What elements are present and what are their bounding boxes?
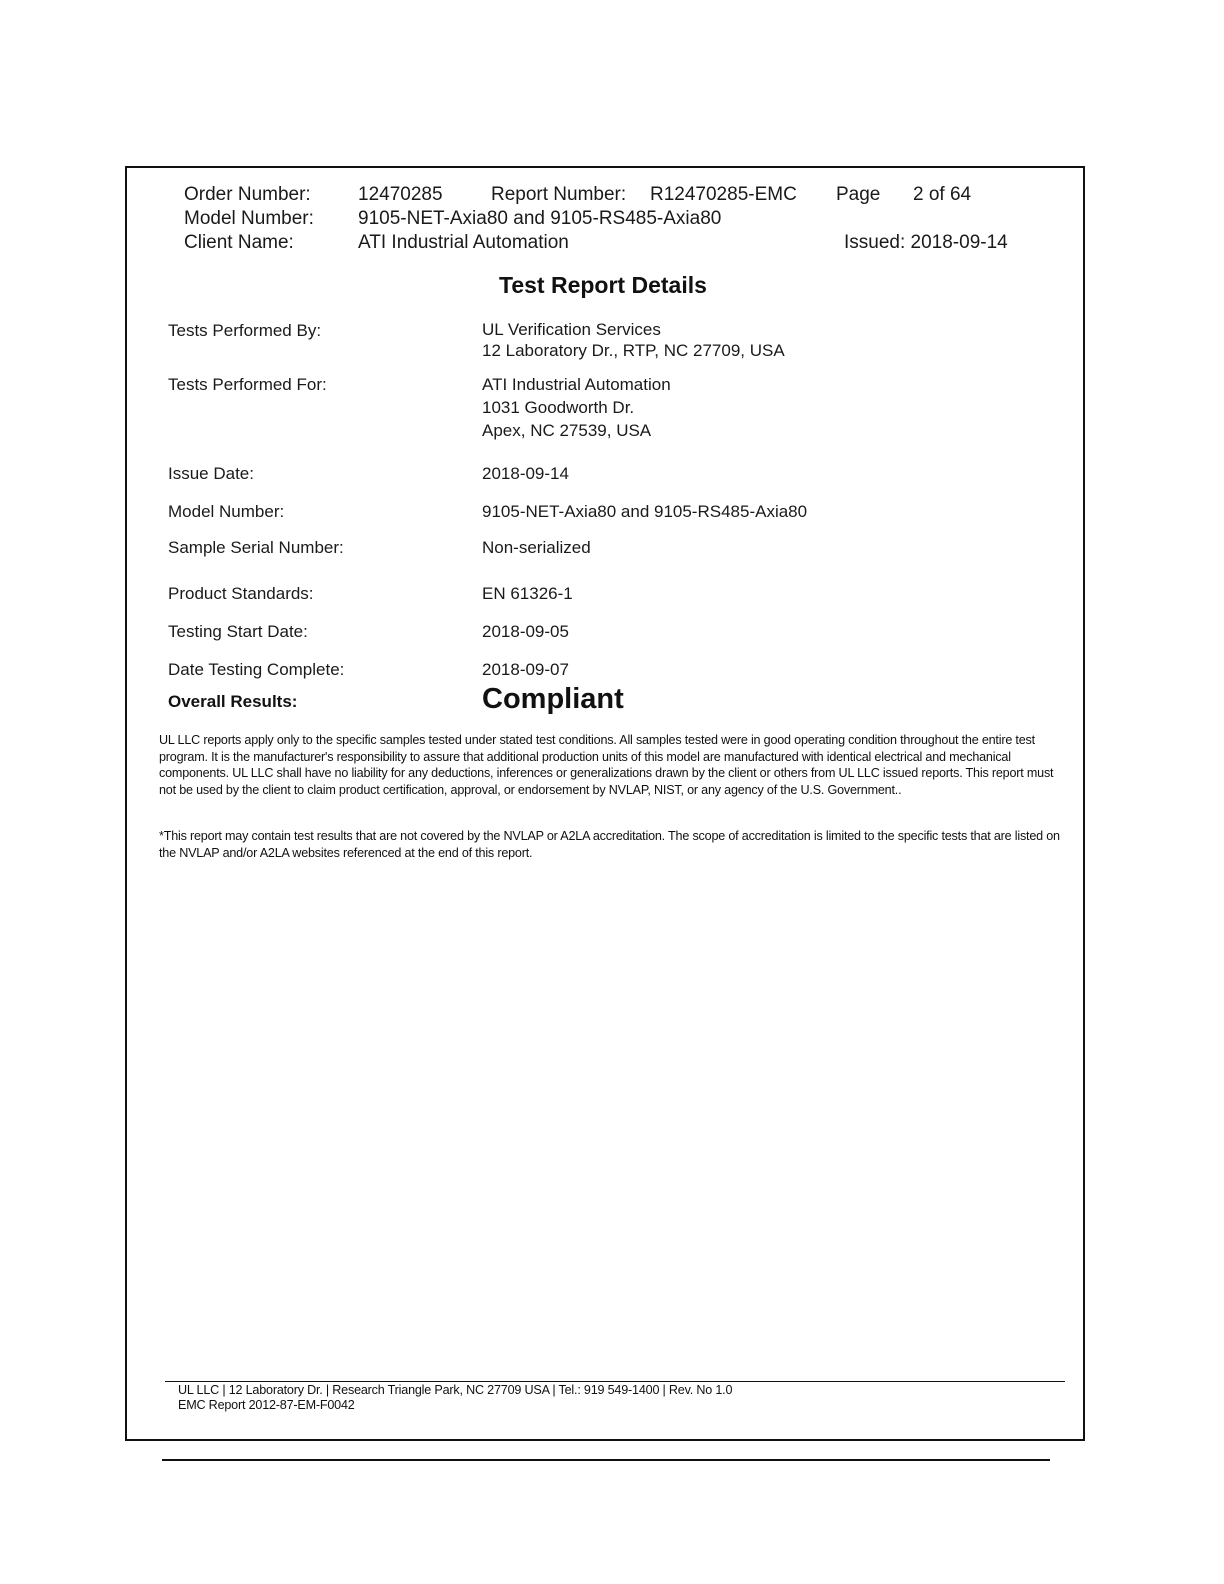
order-number-label: Order Number:	[184, 184, 311, 205]
header-model-label: Model Number:	[184, 208, 314, 229]
footer	[178, 1383, 732, 1413]
accreditation-note: *This report may contain test results that are not covered by the NVLAP or A2LA accreditation. The scope of accreditation is limited to the specific tests that are listed on the NVLAP and/or A2LA websites referenced at the end of this report.	[159, 829, 1060, 860]
page-value: 2 of 64	[913, 184, 972, 205]
product-standards-value: EN 61326-1	[482, 584, 573, 603]
issue-date-label: Issue Date:	[168, 464, 254, 483]
serial-number-value: Non-serialized	[482, 538, 591, 557]
header-model-value: 9105-NET-Axia80 and 9105-RS485-Axia80	[358, 208, 722, 229]
testing-complete-label: Date Testing Complete:	[168, 660, 345, 679]
performed-by-line: 12 Laboratory Dr., RTP, NC 27709, USA	[482, 341, 785, 360]
report-number-value: R12470285-EMC	[650, 184, 797, 205]
serial-number-label: Sample Serial Number:	[168, 538, 344, 557]
disclaimer-paragraph: UL LLC reports apply only to the specific samples tested under stated test conditions. All samples tested were in good operating condition throughout the entire test program. It is the manufacturer's responsibility to assure that additional production units of this model are manufactured with identical electrical and mechanical components. UL LLC shall have no liability for any deductions, inferences or generalizations drawn by the client or others from UL LLC issued reports. This report must not be used by the client to claim product certification, approval, or endorsement by NVLAP, NIST, or any agency of the U.S. Government..	[159, 733, 1054, 797]
page-bottom-rule	[162, 1459, 1050, 1461]
overall-results-value: Compliant	[482, 683, 624, 715]
performed-for-line: Apex, NC 27539, USA	[482, 421, 652, 440]
footer-form-number: EMC Report 2012-87-EM-F0042	[178, 1398, 355, 1412]
performed-by-label: Tests Performed By:	[168, 321, 322, 340]
page-label: Page	[836, 184, 881, 205]
model-number-label: Model Number:	[168, 502, 285, 521]
testing-complete-value: 2018-09-07	[482, 660, 569, 679]
footer-divider	[165, 1381, 1065, 1382]
issued-date: Issued: 2018-09-14	[844, 232, 1008, 253]
model-number-value: 9105-NET-Axia80 and 9105-RS485-Axia80	[482, 502, 808, 521]
client-name-label: Client Name:	[184, 232, 294, 253]
overall-results-label: Overall Results:	[168, 692, 298, 711]
report-number-label: Report Number:	[491, 184, 627, 205]
page-title: Test Report Details	[499, 272, 707, 298]
report-page-frame	[125, 166, 1085, 1441]
issue-date-value: 2018-09-14	[482, 464, 569, 483]
footer-address: UL LLC | 12 Laboratory Dr. | Research Triangle Park, NC 27709 USA | Tel.: 919 549-1400 | Rev. No 1.0	[178, 1383, 733, 1397]
performed-for-value	[482, 373, 671, 442]
performed-for-label: Tests Performed For:	[168, 375, 327, 394]
order-number-value: 12470285	[358, 184, 443, 205]
testing-start-label: Testing Start Date:	[168, 622, 308, 641]
product-standards-label: Product Standards:	[168, 584, 314, 603]
testing-start-value: 2018-09-05	[482, 622, 569, 641]
client-name-value: ATI Industrial Automation	[358, 232, 569, 253]
performed-by-line: UL Verification Services	[482, 320, 661, 339]
performed-for-line: 1031 Goodworth Dr.	[482, 398, 635, 417]
performed-by-value	[482, 319, 785, 361]
performed-for-line: ATI Industrial Automation	[482, 375, 671, 394]
